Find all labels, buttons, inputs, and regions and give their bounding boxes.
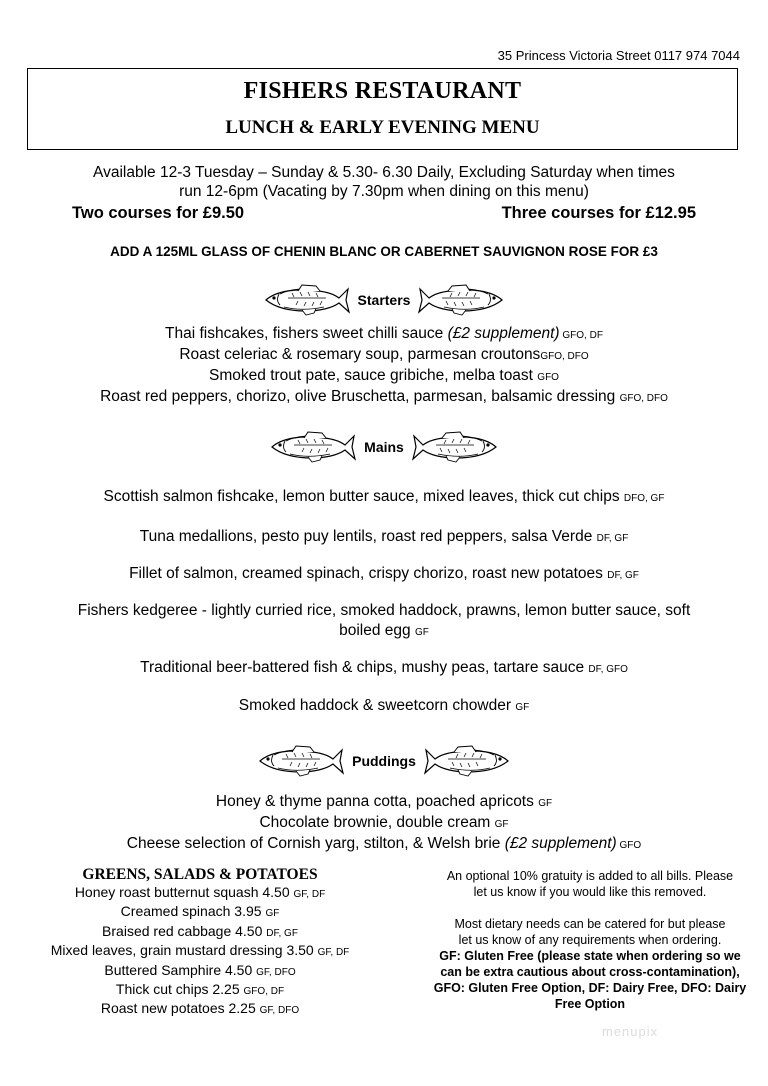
title-box — [27, 68, 738, 150]
dietary-tags: GF — [265, 908, 280, 920]
fish-icon — [262, 283, 350, 317]
item-text: Roast red peppers, chorizo, olive Bruschetta, parmesan, balsamic dressing — [100, 388, 620, 405]
menu-item — [0, 658, 768, 680]
dietary-note-line-2: let us know of any requirements when ordering. — [458, 933, 722, 947]
starters-heading: Starters — [357, 292, 411, 308]
side-item — [20, 923, 380, 942]
three-courses-price: Three courses for £12.95 — [501, 204, 696, 222]
side-item — [20, 884, 380, 903]
side-item — [20, 903, 380, 922]
item-text: Honey roast butternut squash 4.50 — [74, 884, 294, 900]
item-text: Fillet of salmon, creamed spinach, crispy chorizo, roast new potatoes — [129, 565, 608, 582]
item-text: Scottish salmon fishcake, lemon butter sauce, mixed leaves, thick cut chips — [103, 488, 624, 505]
item-text: Thick cut chips 2.25 — [115, 981, 244, 998]
restaurant-address: 35 Princess Victoria Street 0117 974 7044 — [497, 48, 740, 63]
dietary-tags: DF, GF — [607, 570, 639, 581]
menu-item — [0, 487, 768, 509]
dietary-tags: DFO, GF — [623, 493, 665, 504]
dietary-tags: DF, GF — [596, 533, 629, 544]
menu-item — [0, 366, 768, 387]
mains-heading-row — [0, 430, 768, 464]
item-text: Smoked trout pate, sauce gribiche, melba toast — [209, 367, 538, 384]
dietary-tags: GF, DFO — [259, 1005, 300, 1017]
notes-section — [420, 868, 760, 1012]
menu-item — [0, 792, 768, 813]
dietary-tags: DF, GFO — [588, 664, 628, 675]
puddings-heading: Puddings — [352, 753, 416, 769]
puddings-heading-row — [0, 744, 768, 778]
dietary-tags: GFO — [537, 372, 559, 383]
item-text: Smoked haddock & sweetcorn chowder — [238, 697, 516, 714]
side-item — [20, 962, 380, 981]
fish-icon — [256, 744, 344, 778]
availability-line-1: Available 12-3 Tuesday – Sunday & 5.30- 6.30 Daily, Excluding Saturday when times — [93, 164, 675, 181]
sides-heading: GREENS, SALADS & POTATOES — [82, 866, 318, 883]
gratuity-note-line-2: let us know if you would like this removed. — [473, 885, 707, 899]
item-text: Tuna medallions, pesto puy lentils, roast red peppers, salsa Verde — [139, 528, 597, 545]
item-text: Honey & thyme panna cotta, poached apricots — [215, 793, 539, 810]
sides-section — [20, 866, 380, 1020]
dietary-tags: GFO, DF — [243, 986, 285, 998]
fish-icon — [424, 744, 512, 778]
availability-line-2: run 12-6pm (Vacating by 7.30pm when dining on this menu) — [179, 183, 589, 200]
menu-item — [0, 696, 768, 718]
item-text: Thai fishcakes, fishers sweet chilli sauce — [165, 325, 448, 342]
item-text: Fishers kedgeree - lightly curried rice, smoked haddock, prawns, lemon butter sauce, soft — [77, 602, 691, 619]
menu-item — [0, 813, 768, 834]
dietary-tags: GFO, DFO — [619, 393, 668, 404]
dietary-tags: GF — [515, 702, 530, 713]
item-text-continued: boiled egg — [339, 622, 415, 639]
item-text: Creamed spinach 3.95 — [120, 903, 266, 920]
item-text: Roast celeriac & rosemary soup, parmesan croutons — [179, 346, 541, 363]
item-text: Mixed leaves, grain mustard dressing 3.50 — [50, 942, 318, 959]
menu-item — [0, 387, 768, 408]
dietary-tags: GF, DF — [293, 889, 326, 900]
menu-item — [0, 601, 768, 643]
item-text: Traditional beer-battered fish & chips, mushy peas, tartare sauce — [140, 659, 589, 676]
wine-offer: ADD A 125ML GLASS OF CHENIN BLANC OR CABERNET SAUVIGNON ROSE FOR £3 — [110, 244, 658, 259]
dietary-tags: GFO — [616, 840, 642, 851]
dietary-tags: GF, DFO — [256, 966, 296, 978]
side-item — [20, 1000, 380, 1019]
menu-item — [0, 527, 768, 549]
watermark: menupix — [602, 1024, 659, 1039]
dietary-note-line-1: Most dietary needs can be catered for but please — [454, 917, 726, 931]
mains-heading: Mains — [364, 439, 404, 455]
two-courses-price: Two courses for £9.50 — [72, 204, 245, 222]
dietary-key-line-2: can be extra cautious about cross-contamination), — [440, 965, 740, 979]
dietary-tags: GFO, DFO — [540, 351, 589, 362]
menu-name: LUNCH & EARLY EVENING MENU — [225, 117, 540, 138]
item-text: Chocolate brownie, double cream — [259, 814, 495, 831]
supplement-note: (£2 supplement) — [447, 325, 560, 342]
starters-heading-row — [0, 283, 768, 317]
side-item — [20, 942, 380, 961]
dietary-key-line-1: GF: Gluten Free (please state when ordering so we — [439, 949, 741, 963]
menu-item — [0, 324, 768, 345]
dietary-key-line-4: Free Option — [554, 997, 626, 1011]
restaurant-name: FISHERS RESTAURANT — [243, 78, 522, 104]
dietary-tags: GF — [414, 627, 429, 638]
menu-item — [0, 834, 768, 855]
supplement-note: (£2 supplement) — [504, 835, 617, 852]
dietary-tags: GFO, DF — [559, 330, 603, 341]
item-text: Cheese selection of Cornish yarg, stilton, & Welsh brie — [126, 835, 505, 852]
item-text: Buttered Samphire 4.50 — [104, 961, 257, 978]
side-item — [20, 981, 380, 1000]
menu-item — [0, 564, 768, 586]
gratuity-note-line-1: An optional 10% gratuity is added to all bills. Please — [446, 869, 734, 883]
fish-icon — [418, 283, 506, 317]
puddings-list — [0, 792, 768, 855]
fish-icon — [412, 430, 500, 464]
menu-item — [0, 345, 768, 366]
fish-icon — [268, 430, 356, 464]
dietary-tags: GF, DF — [317, 947, 350, 959]
starters-list — [0, 324, 768, 408]
dietary-tags: DF, GF — [266, 927, 298, 939]
dietary-tags: GF — [494, 819, 509, 830]
availability-note — [40, 163, 728, 201]
item-text: Braised red cabbage 4.50 — [102, 922, 267, 939]
dietary-tags: GF — [538, 798, 553, 809]
dietary-key-line-3: GFO: Gluten Free Option, DF: Dairy Free, DFO: Dairy — [433, 981, 747, 995]
item-text: Roast new potatoes 2.25 — [100, 1000, 260, 1017]
